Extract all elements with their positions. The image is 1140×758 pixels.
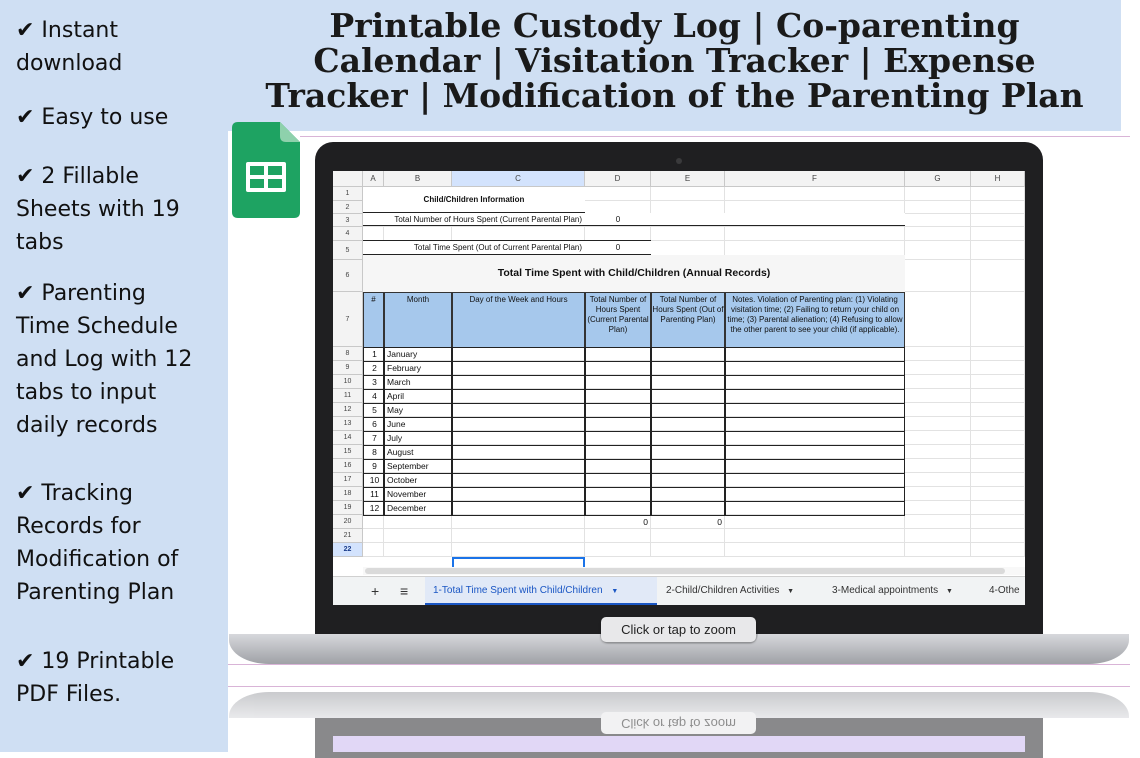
table-row — [363, 389, 905, 403]
grid-cell[interactable] — [905, 529, 971, 543]
annual-title: Total Time Spent with Child/Children (Annual Records) — [497, 267, 771, 279]
feature-line: ✔ 2 Fillable — [16, 164, 139, 189]
tab-label: 1-Total Time Spent with Child/Children — [433, 585, 603, 596]
month-number: 5 — [363, 403, 384, 418]
table-row — [363, 375, 905, 389]
grid-cell[interactable] — [452, 543, 585, 557]
grid-cell[interactable] — [905, 241, 971, 260]
guide-line — [228, 686, 1130, 687]
google-sheets-icon — [232, 122, 300, 218]
grid-cell[interactable] — [905, 260, 971, 292]
title-line-1: Printable Custody Log | Co-parenting — [329, 6, 1020, 45]
chevron-down-icon: ▼ — [787, 588, 795, 595]
month-name: January — [384, 347, 452, 362]
grid-cell[interactable] — [725, 227, 905, 241]
input-cell[interactable] — [651, 501, 725, 516]
grid-cell[interactable] — [452, 529, 585, 543]
grid-cell[interactable] — [363, 543, 384, 557]
grid-cell[interactable] — [905, 361, 971, 375]
tab-other[interactable]: 4-Othe — [989, 585, 1020, 596]
input-cell[interactable] — [651, 389, 725, 404]
column-header-a[interactable]: A — [363, 171, 384, 187]
grid-cell[interactable] — [905, 201, 971, 214]
feature-line: Modification of — [16, 547, 179, 572]
grid-cell[interactable] — [651, 529, 725, 543]
grid-cell[interactable] — [971, 459, 1025, 473]
feature-item — [16, 160, 180, 259]
input-cell[interactable] — [651, 347, 725, 362]
chevron-down-icon: ▼ — [611, 588, 619, 595]
feature-line: Time Schedule — [16, 314, 178, 339]
input-cell[interactable] — [725, 375, 905, 390]
grid-cell[interactable] — [971, 501, 1025, 515]
features-panel — [0, 0, 228, 752]
grid-cell[interactable] — [971, 375, 1025, 389]
grid-cell[interactable] — [363, 227, 384, 241]
grid-cell[interactable] — [905, 515, 971, 529]
row-header-4[interactable]: 4 — [333, 227, 363, 241]
reflection-screen — [333, 736, 1025, 752]
grid-cell[interactable] — [725, 187, 905, 201]
month-name: February — [384, 361, 452, 376]
tab-total-time-spent[interactable] — [425, 577, 657, 605]
spreadsheet-screen — [333, 171, 1025, 605]
input-cell[interactable] — [651, 459, 725, 474]
feature-line: Parenting Plan — [16, 580, 175, 605]
row-header-21[interactable]: 21 — [333, 529, 363, 543]
table-header-num: # — [363, 292, 384, 348]
month-number: 9 — [363, 459, 384, 474]
feature-line: download — [16, 51, 123, 76]
input-cell[interactable] — [725, 431, 905, 446]
row-header-9[interactable]: 9 — [333, 361, 363, 375]
zoom-hint-button[interactable]: Click or tap to zoom — [601, 617, 756, 642]
row-header-15[interactable]: 15 — [333, 445, 363, 459]
input-cell[interactable] — [452, 487, 585, 502]
title-line-2: Calendar | Visitation Tracker | Expense — [313, 41, 1036, 80]
grid-cell[interactable] — [971, 529, 1025, 543]
column-header-b[interactable]: B — [384, 171, 452, 187]
grid-cell[interactable] — [971, 403, 1025, 417]
row-header-16[interactable]: 16 — [333, 459, 363, 473]
input-cell[interactable] — [585, 501, 651, 516]
input-cell[interactable] — [651, 445, 725, 460]
month-name: December — [384, 501, 452, 516]
grid-cell[interactable] — [971, 347, 1025, 361]
row-header-7[interactable]: 7 — [333, 292, 363, 347]
input-cell[interactable] — [651, 473, 725, 488]
input-cell[interactable] — [585, 347, 651, 362]
input-cell[interactable] — [452, 361, 585, 376]
tab-medical-appointments[interactable] — [832, 577, 953, 605]
input-cell[interactable] — [651, 417, 725, 432]
feature-item — [16, 277, 192, 442]
input-cell[interactable] — [651, 431, 725, 446]
month-name: September — [384, 459, 452, 474]
row-header-19[interactable]: 19 — [333, 501, 363, 515]
month-number: 7 — [363, 431, 384, 446]
time-value: 0 — [615, 243, 621, 252]
grid-cell[interactable] — [725, 515, 905, 529]
guide-line — [300, 136, 1130, 137]
grid-cell[interactable] — [905, 487, 971, 501]
column-header-d[interactable]: D — [585, 171, 651, 187]
table-row — [363, 403, 905, 417]
input-cell[interactable] — [452, 445, 585, 460]
grid-cell[interactable] — [384, 543, 452, 557]
grid-cell[interactable] — [905, 389, 971, 403]
input-cell[interactable] — [725, 501, 905, 516]
table-row — [363, 361, 905, 375]
grid-cell[interactable] — [363, 529, 384, 543]
hours-value: 0 — [585, 213, 651, 226]
input-cell[interactable] — [725, 347, 905, 362]
grid-cell[interactable] — [585, 227, 651, 241]
input-cell[interactable] — [452, 389, 585, 404]
grid-cell[interactable] — [971, 487, 1025, 501]
table-row — [363, 417, 905, 431]
month-number: 1 — [363, 347, 384, 362]
select-all-corner[interactable] — [333, 171, 363, 187]
input-cell[interactable] — [651, 403, 725, 418]
feature-line: tabs — [16, 230, 64, 255]
grid-cell[interactable] — [905, 543, 971, 557]
row-header-6[interactable]: 6 — [333, 260, 363, 292]
table-row — [363, 473, 905, 487]
grid-cell[interactable] — [725, 529, 905, 543]
month-name: April — [384, 389, 452, 404]
grid-cell[interactable] — [971, 187, 1025, 201]
feature-line: daily records — [16, 413, 158, 438]
grid-cell[interactable] — [971, 417, 1025, 431]
grid-cell[interactable] — [905, 431, 971, 445]
grid-cell[interactable] — [905, 459, 971, 473]
input-cell[interactable] — [452, 473, 585, 488]
grid-cell[interactable] — [905, 473, 971, 487]
month-name: July — [384, 431, 452, 446]
table-row — [363, 431, 905, 445]
month-name: May — [384, 403, 452, 418]
input-cell[interactable] — [585, 431, 651, 446]
column-header-c[interactable]: C — [452, 171, 585, 187]
grid-cell[interactable] — [905, 501, 971, 515]
horizontal-scrollbar[interactable] — [363, 567, 1025, 575]
grid-cell[interactable] — [384, 529, 452, 543]
input-cell[interactable] — [725, 445, 905, 460]
scrollbar-thumb[interactable] — [365, 568, 1005, 574]
input-cell[interactable] — [725, 361, 905, 376]
grid-cell[interactable] — [971, 227, 1025, 241]
grid-cell[interactable] — [585, 543, 651, 557]
input-cell[interactable] — [725, 487, 905, 502]
month-name: June — [384, 417, 452, 432]
feature-item — [16, 101, 168, 134]
sum-current: 0 — [643, 517, 648, 527]
grid-cell[interactable] — [971, 431, 1025, 445]
table-header-notes: Notes. Violation of Parenting plan: (1) Violating visitation time; (2) Failing to return your child on time; (3) Parental alienation; (4) Refusing to allow the other parent to see your child (if applicable). — [725, 292, 905, 348]
grid-cell[interactable] — [651, 543, 725, 557]
grid-cell[interactable] — [363, 515, 384, 529]
input-cell[interactable] — [651, 487, 725, 502]
input-cell[interactable] — [452, 417, 585, 432]
input-cell[interactable] — [452, 375, 585, 390]
table-header-month: Month — [384, 292, 452, 348]
grid-cell[interactable] — [971, 201, 1025, 214]
row-header-5[interactable]: 5 — [333, 241, 363, 260]
time-label: Total Time Spent (Out of Current Parental Plan) — [413, 243, 582, 252]
input-cell[interactable] — [725, 389, 905, 404]
row-header-1[interactable]: 1 — [333, 187, 363, 201]
month-name: November — [384, 487, 452, 502]
row-header-11[interactable]: 11 — [333, 389, 363, 403]
table-header-out: Total Number of Hours Spent (Out of Parenting Plan) — [651, 292, 725, 348]
row-header-14[interactable]: 14 — [333, 431, 363, 445]
grid-cell[interactable] — [971, 292, 1025, 347]
month-number: 3 — [363, 375, 384, 390]
feature-line: ✔ 19 Printable — [16, 649, 175, 674]
input-cell[interactable] — [585, 417, 651, 432]
month-number: 4 — [363, 389, 384, 404]
feature-line: PDF Files. — [16, 682, 122, 707]
guide-line — [228, 664, 1130, 665]
grid-cell[interactable] — [905, 292, 971, 347]
grid-cell[interactable] — [384, 227, 452, 241]
input-cell[interactable] — [452, 431, 585, 446]
title-line-3: Tracker | Modification of the Parenting Plan — [265, 76, 1084, 115]
grid-cell[interactable] — [651, 187, 725, 201]
grid-cell[interactable] — [452, 227, 585, 241]
grid-cell[interactable] — [905, 227, 971, 241]
tab-child-activities[interactable] — [666, 577, 794, 605]
column-header-f[interactable]: F — [725, 171, 905, 187]
grid-cell[interactable] — [905, 417, 971, 431]
input-cell[interactable] — [585, 375, 651, 390]
table-row — [363, 487, 905, 501]
row-header-3[interactable]: 3 — [333, 214, 363, 227]
chevron-down-icon: ▼ — [945, 588, 953, 595]
feature-line: ✔ Parenting — [16, 281, 146, 306]
table-header-day: Day of the Week and Hours — [452, 292, 585, 348]
input-cell[interactable] — [651, 375, 725, 390]
feature-line: Records for — [16, 514, 141, 539]
tab-label: 3-Medical appointments — [832, 585, 939, 596]
sum-out: 0 — [717, 517, 722, 527]
grid-cell[interactable] — [585, 187, 651, 201]
month-name: March — [384, 375, 452, 390]
reflection-zoom-hint: Click or tap to zoom — [601, 712, 756, 734]
grid-cell[interactable] — [971, 389, 1025, 403]
grid-cell[interactable] — [384, 515, 452, 529]
month-number: 2 — [363, 361, 384, 376]
table-header-current: Total Number of Hours Spent (Current Parental Plan) — [585, 292, 651, 348]
grid-cell[interactable] — [905, 347, 971, 361]
grid-cell[interactable] — [725, 543, 905, 557]
input-cell[interactable] — [585, 459, 651, 474]
grid-cell[interactable] — [585, 529, 651, 543]
input-cell[interactable] — [725, 459, 905, 474]
info-title: Child/Children Information — [423, 195, 525, 204]
month-name: October — [384, 473, 452, 488]
row-header-17[interactable]: 17 — [333, 473, 363, 487]
feature-line: ✔ Easy to use — [16, 105, 169, 130]
feature-line: and Log with 12 — [16, 347, 193, 372]
grid-cell[interactable] — [971, 445, 1025, 459]
add-sheet-button[interactable]: + — [371, 583, 380, 599]
row-header-12[interactable]: 12 — [333, 403, 363, 417]
feature-item — [16, 14, 122, 80]
feature-line: ✔ Tracking — [16, 481, 134, 506]
grid-cell[interactable] — [971, 241, 1025, 260]
input-cell[interactable] — [585, 403, 651, 418]
feature-item — [16, 645, 174, 711]
row-header-10[interactable]: 10 — [333, 375, 363, 389]
column-header-h[interactable]: H — [971, 171, 1025, 187]
camera-icon — [676, 158, 682, 164]
sheet-tab-bar — [333, 576, 1025, 605]
input-cell[interactable] — [651, 361, 725, 376]
input-cell[interactable] — [452, 403, 585, 418]
all-sheets-menu-button[interactable]: ≡ — [400, 583, 409, 599]
feature-line: Sheets with 19 — [16, 197, 180, 222]
row-header-22[interactable]: 22 — [333, 543, 363, 557]
row-header-20[interactable]: 20 — [333, 515, 363, 529]
laptop-reflection — [229, 692, 1129, 752]
table-row — [363, 459, 905, 473]
page-title — [228, 8, 1121, 113]
input-cell[interactable] — [585, 361, 651, 376]
input-cell[interactable] — [725, 473, 905, 488]
row-header-2[interactable]: 2 — [333, 201, 363, 214]
grid-cell[interactable] — [971, 361, 1025, 375]
month-number: 8 — [363, 445, 384, 460]
input-cell[interactable] — [452, 347, 585, 362]
input-cell[interactable] — [585, 445, 651, 460]
grid-cell[interactable] — [971, 214, 1025, 227]
month-name: August — [384, 445, 452, 460]
table-row — [363, 445, 905, 459]
table-row — [363, 347, 905, 361]
grid-cell[interactable] — [971, 515, 1025, 529]
grid-cell[interactable] — [905, 214, 971, 227]
input-cell[interactable] — [585, 389, 651, 404]
row-header-8[interactable]: 8 — [333, 347, 363, 361]
grid-cell[interactable] — [905, 187, 971, 201]
grid-cell[interactable] — [971, 473, 1025, 487]
grid-cell[interactable] — [971, 543, 1025, 557]
column-header-e[interactable]: E — [651, 171, 725, 187]
feature-line: tabs to input — [16, 380, 157, 405]
title-banner — [228, 0, 1121, 131]
month-number: 6 — [363, 417, 384, 432]
grid-cell[interactable] — [971, 260, 1025, 292]
month-number: 10 — [363, 473, 384, 488]
grid-cell[interactable] — [452, 515, 585, 529]
input-cell[interactable] — [725, 417, 905, 432]
grid-cell[interactable] — [651, 227, 725, 241]
hours-label: Total Number of Hours Spent (Current Parental Plan) — [394, 215, 582, 224]
month-number: 12 — [363, 501, 384, 516]
input-cell[interactable] — [725, 403, 905, 418]
feature-item — [16, 477, 178, 609]
input-cell[interactable] — [585, 473, 651, 488]
tab-label: 2-Child/Children Activities — [666, 585, 780, 596]
row-header-13[interactable]: 13 — [333, 417, 363, 431]
grid-cell[interactable] — [905, 375, 971, 389]
grid-cell[interactable] — [905, 445, 971, 459]
table-row — [363, 501, 905, 515]
input-cell[interactable] — [452, 501, 585, 516]
input-cell[interactable] — [585, 487, 651, 502]
grid-cell[interactable] — [905, 403, 971, 417]
row-header-18[interactable]: 18 — [333, 487, 363, 501]
input-cell[interactable] — [452, 459, 585, 474]
column-header-g[interactable]: G — [905, 171, 971, 187]
feature-line: ✔ Instant — [16, 18, 118, 43]
month-number: 11 — [363, 487, 384, 502]
